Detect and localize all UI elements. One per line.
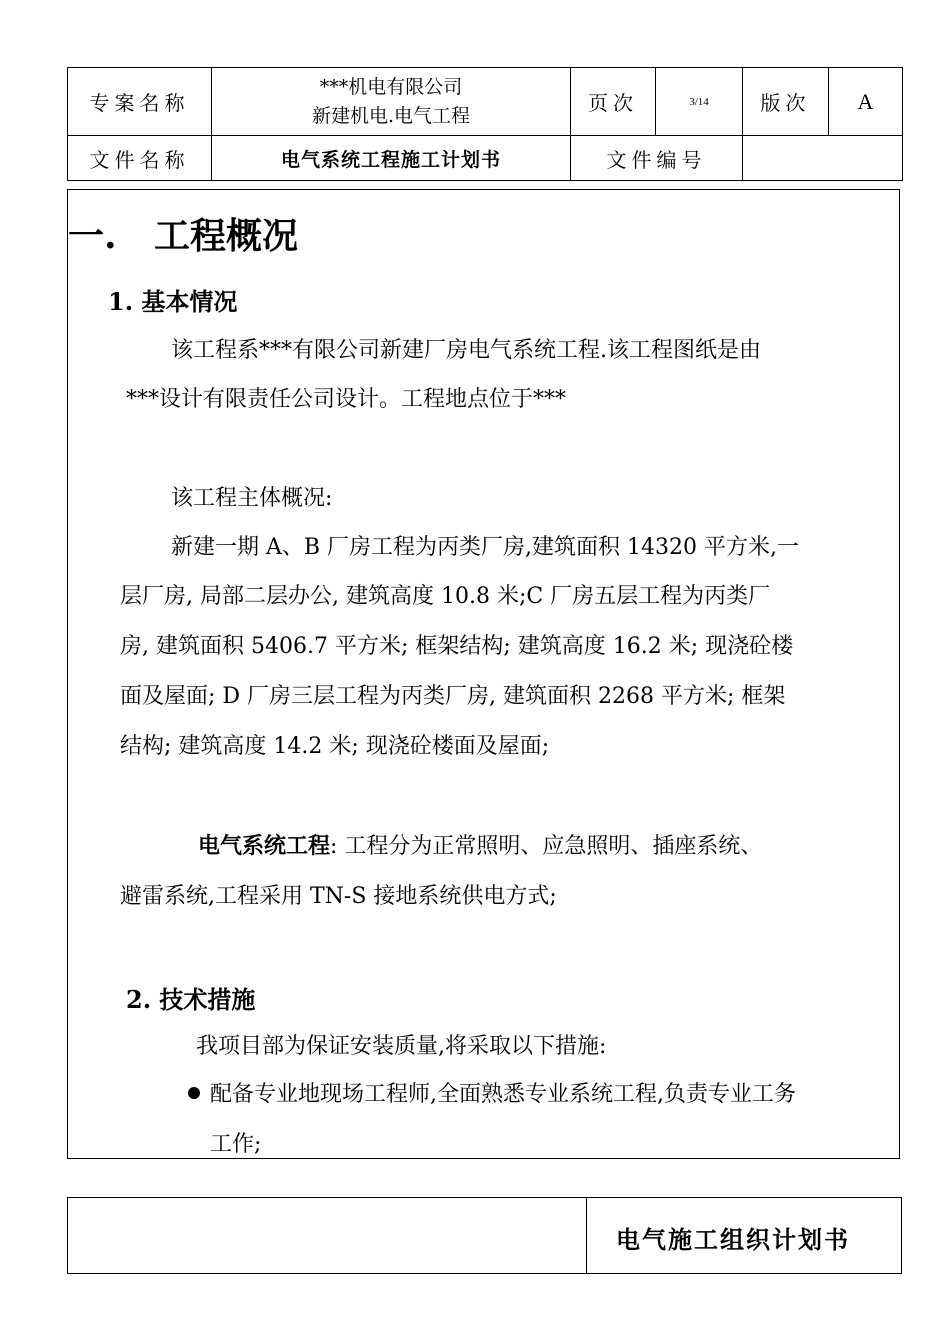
overview-label: 该工程主体概况: bbox=[171, 486, 333, 511]
file-name-value: 电气系统工程施工计划书 bbox=[212, 136, 571, 181]
subsection-2-title: 2. 技术措施 bbox=[126, 985, 256, 1014]
overview-line-4: 面及屋面; D 厂房三层工程为丙类厂房, 建筑面积 2268 平方米; 框架 bbox=[120, 684, 786, 709]
page-value: 3/14 bbox=[656, 68, 743, 136]
project-name-line2: 新建机电.电气工程 bbox=[311, 104, 471, 127]
electrical-system-text: : 工程分为正常照明、应急照明、插座系统、 bbox=[330, 834, 763, 859]
intro-line-1: 该工程系***有限公司新建厂房电气系统工程.该工程图纸是由 bbox=[171, 338, 761, 363]
header-table bbox=[67, 67, 903, 181]
electrical-system-line-2: 避雷系统,工程采用 TN-S 接地系统供电方式; bbox=[120, 884, 557, 909]
intro-line-2: ***设计有限责任公司设计。工程地点位于*** bbox=[126, 387, 567, 412]
bullet-item-1 bbox=[188, 1071, 796, 1119]
subsection-1-title: 1. 基本情况 bbox=[108, 287, 238, 316]
project-name-label: 专案名称 bbox=[68, 68, 212, 136]
section-number: 一. bbox=[68, 215, 117, 257]
footer-title: 电气施工组织计划书 bbox=[616, 1225, 850, 1254]
section-heading bbox=[68, 208, 298, 259]
overview-line-2: 层厂房, 局部二层办公, 建筑高度 10.8 米;C 厂房五层工程为丙类厂 bbox=[120, 584, 771, 609]
file-name-label: 文件名称 bbox=[68, 136, 212, 181]
project-name-value bbox=[212, 68, 571, 136]
bullet-icon bbox=[188, 1087, 200, 1099]
electrical-system-label: 电气系统工程 bbox=[198, 833, 331, 859]
bullet-item-1-line-1: 配备专业地现场工程师,全面熟悉专业系统工程,负责专业工务 bbox=[210, 1082, 796, 1107]
page-label: 页次 bbox=[571, 68, 656, 136]
content-frame bbox=[67, 189, 900, 1159]
file-number-value bbox=[743, 136, 903, 181]
electrical-system-line-1 bbox=[198, 822, 762, 871]
file-number-label: 文件编号 bbox=[571, 136, 743, 181]
overview-line-5: 结构; 建筑高度 14.2 米; 现浇砼楼面及屋面; bbox=[120, 734, 550, 759]
project-name-line1: ***机电有限公司 bbox=[319, 75, 463, 98]
footer-divider bbox=[586, 1198, 587, 1273]
footer-box bbox=[67, 1197, 902, 1274]
version-label: 版次 bbox=[743, 68, 829, 136]
overview-line-1: 新建一期 A、B 厂房工程为丙类厂房,建筑面积 14320 平方米,一 bbox=[171, 535, 800, 560]
section-title: 工程概况 bbox=[154, 215, 299, 257]
version-value: A bbox=[829, 68, 903, 136]
bullet-item-1-line-2: 工作; bbox=[210, 1132, 262, 1157]
measures-intro: 我项目部为保证安装质量,将采取以下措施: bbox=[196, 1034, 607, 1059]
overview-line-3: 房, 建筑面积 5406.7 平方米; 框架结构; 建筑高度 16.2 米; 现浇砼楼 bbox=[120, 634, 794, 659]
